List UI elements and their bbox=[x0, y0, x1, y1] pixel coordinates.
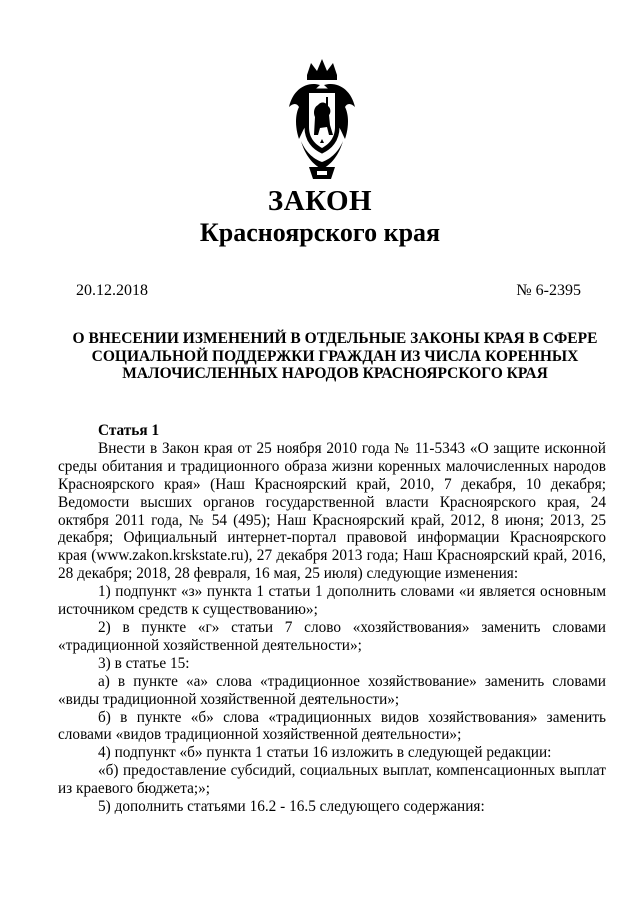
law-heading: О ВНЕСЕНИИ ИЗМЕНЕНИЙ В ОТДЕЛЬНЫЕ ЗАКОНЫ КРАЯ В СФЕРЕ СОЦИАЛЬНОЙ ПОДДЕРЖКИ ГРАЖДАН ИЗ ЧИСЛА КОРЕННЫХ МАЛОЧИСЛЕННЫХ НАРОДОВ КРАСНОЯРСКОГО КРАЯ bbox=[72, 330, 598, 382]
paragraph: 1) подпункт «з» пункта 1 статьи 1 дополнить словами «и является основным источником средств к существованию»; bbox=[58, 583, 606, 619]
paragraph: 4) подпункт «б» пункта 1 статьи 16 изложить в следующей редакции: bbox=[98, 744, 552, 762]
paragraph: 3) в статье 15: bbox=[98, 654, 190, 672]
paragraph: б) в пункте «б» слова «традиционных видов хозяйствования» заменить словами «видов традиционной хозяйственной деятельности»; bbox=[58, 708, 606, 744]
paragraph: а) в пункте «а» слова «традиционное хозяйствование» заменить словами «виды традиционной хозяйственной деятельности»; bbox=[58, 672, 606, 708]
paragraph: 2) в пункте «г» статьи 7 слово «хозяйствования» заменить словами «традиционной хозяйственной деятельности»; bbox=[58, 618, 606, 654]
paragraph: Внести в Закон края от 25 ноября 2010 года № 11-5343 «О защите исконной среды обитания и традиционного образа жизни коренных малочисленных народов Красноярского края» (Наш Красноярский край, 2010, 7 декабря, 10 декабря; Ведомости высших органов государственной власти Красноярского края, 24 октября 2011 года, № 54 (495); Наш Красноярский край, 2012, 8 июня; 2013, 25 декабря; Официальный интернет-портал правовой информации Красноярского края (www.zakon.krskstate.ru), 27 декабря 2013 года; Наш Красноярский край, 2016, 28 декабря; 2018, 28 февраля, 16 мая, 25 июля) следующие изменения: bbox=[58, 439, 606, 583]
paragraph: 5) дополнить статьями 16.2 - 16.5 следующего содержания: bbox=[98, 798, 485, 816]
paragraph: «б) предоставление субсидий, социальных выплат, компенсационных выплат из краевого бюджета;»; bbox=[58, 762, 606, 798]
coat-of-arms-emblem bbox=[287, 55, 357, 183]
article-title: Статья 1 bbox=[98, 422, 160, 439]
document-number: № 6-2395 bbox=[516, 282, 581, 299]
document-title: ЗАКОН bbox=[267, 185, 373, 217]
document-body bbox=[58, 422, 606, 816]
document-subtitle: Красноярского края bbox=[199, 218, 441, 247]
document-date: 20.12.2018 bbox=[76, 282, 148, 299]
